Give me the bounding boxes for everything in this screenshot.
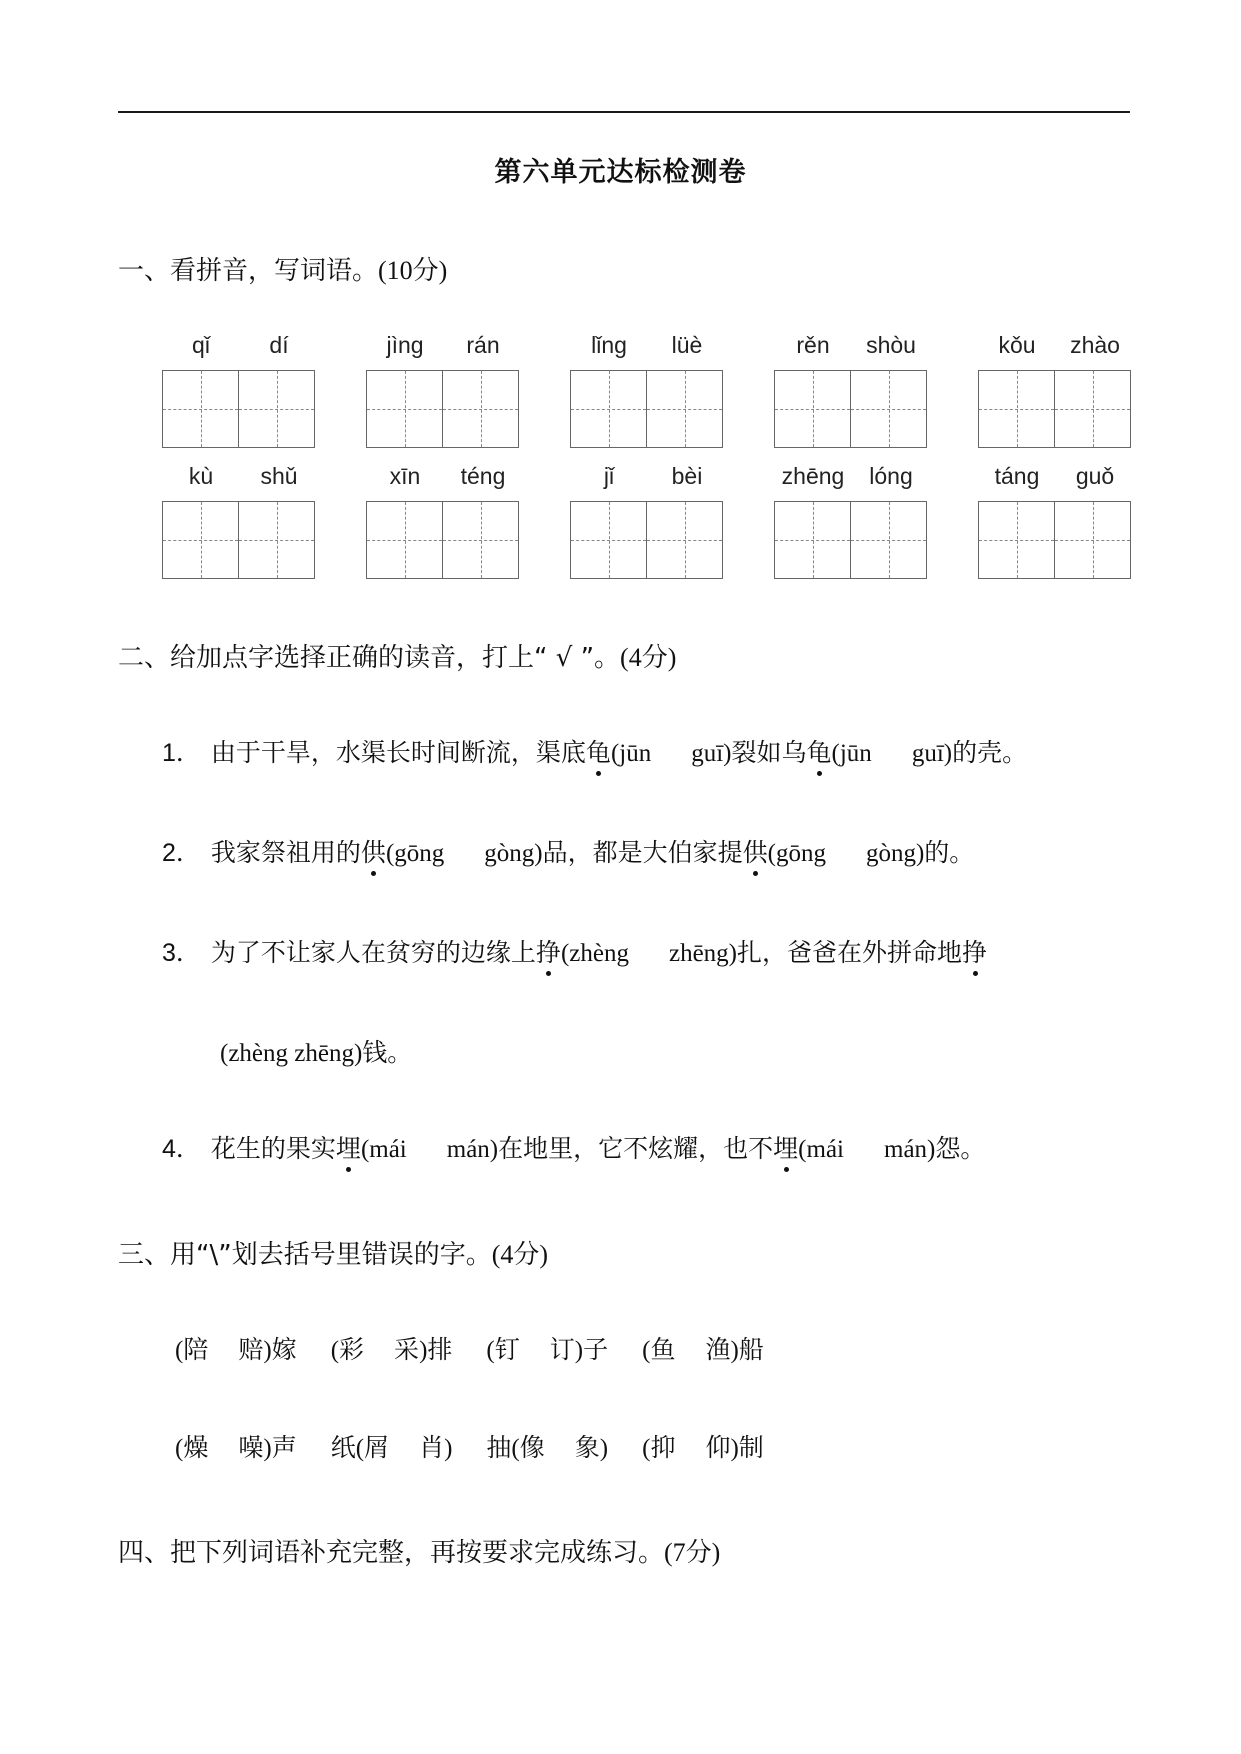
writing-grid-box[interactable]: [570, 370, 647, 448]
word-suffix: 船: [738, 1335, 764, 1364]
char-option[interactable]: 肖: [419, 1433, 445, 1462]
pinyin-label: lóng: [869, 463, 913, 489]
writing-grid-box[interactable]: [570, 501, 647, 579]
question-2-3: [162, 933, 987, 969]
close-paren: ): [730, 1435, 739, 1462]
pinyin-label: bèi: [671, 463, 703, 489]
section2-heading: [118, 637, 676, 674]
pinyin-option[interactable]: (mái: [360, 1136, 407, 1163]
question-text: 花生的果实: [210, 1134, 336, 1163]
word-choice-item: [642, 1433, 764, 1462]
writing-grid-box[interactable]: [366, 370, 443, 448]
pinyin-word-group: [366, 330, 522, 448]
pinyin-option[interactable]: (zhèng zhēng): [220, 1040, 363, 1067]
pinyin-word-group: [774, 461, 930, 579]
close-paren: ): [599, 1435, 609, 1462]
pinyin-label: jǐ: [603, 463, 615, 489]
char-option[interactable]: 抑: [650, 1433, 676, 1462]
word-choice-item: [331, 1433, 453, 1462]
word-choice-item: [175, 1335, 297, 1364]
pinyin-option[interactable]: guī): [911, 740, 953, 767]
close-paren: ): [444, 1435, 453, 1462]
writing-grid-box[interactable]: [162, 501, 239, 579]
open-paren: (: [642, 1337, 651, 1364]
char-option[interactable]: 燥: [183, 1433, 209, 1462]
pinyin-label: táng: [994, 463, 1040, 489]
question-text: 裂如乌: [731, 738, 807, 767]
close-paren: ): [263, 1337, 272, 1364]
pinyin-label: dí: [269, 332, 289, 358]
pinyin-option[interactable]: mán): [884, 1136, 936, 1163]
word-choice-item: [642, 1335, 764, 1364]
char-option[interactable]: 仰: [705, 1433, 731, 1462]
close-paren: ): [574, 1337, 584, 1364]
pinyin-label: xīn: [389, 463, 421, 489]
writing-grid-box[interactable]: [978, 370, 1055, 448]
pinyin-word-group: [978, 330, 1134, 448]
section1-heading-text: 一、看拼音，写词语。: [118, 256, 379, 286]
pinyin-option[interactable]: (mái: [798, 1136, 844, 1163]
section2-heading-text: 二、给加点字选择正确的读音，打上“ √ ”。: [118, 643, 621, 673]
word-choice-item: [486, 1433, 608, 1462]
writing-grid-box[interactable]: [239, 370, 315, 448]
writing-grid-box[interactable]: [647, 501, 723, 579]
char-option[interactable]: 赔: [238, 1335, 264, 1364]
writing-grid-box[interactable]: [851, 370, 927, 448]
writing-grid-box[interactable]: [774, 501, 851, 579]
pinyin-label: shòu: [866, 332, 916, 358]
question-text: 的壳。: [952, 738, 1028, 767]
dotted-char: 供: [360, 838, 386, 867]
section3-heading: [118, 1234, 548, 1271]
char-option[interactable]: 屑: [364, 1433, 390, 1462]
pinyin-label: rěn: [796, 332, 830, 358]
question-number: 2．: [162, 839, 201, 867]
open-paren: (: [511, 1435, 520, 1462]
dotted-char: 埋: [773, 1134, 799, 1163]
word-choice-item: [331, 1335, 453, 1364]
word-choice-row-1: [175, 1330, 798, 1366]
close-paren: ): [263, 1435, 272, 1462]
pinyin-label: lǐng: [591, 332, 627, 358]
page-title: 第六单元达标检测卷: [494, 157, 747, 188]
pinyin-word-group: [366, 461, 522, 579]
writing-grid-box[interactable]: [1055, 501, 1131, 579]
section4-heading-text: 四、把下列词语补充完整，再按要求完成练习。: [118, 1538, 665, 1568]
dotted-char: 埋: [335, 1134, 361, 1163]
char-option[interactable]: 鱼: [650, 1335, 676, 1364]
open-paren: (: [642, 1435, 651, 1462]
word-choice-item: [486, 1335, 608, 1364]
pinyin-option[interactable]: (jūn: [610, 740, 652, 767]
open-paren: (: [175, 1337, 184, 1364]
char-option[interactable]: 陪: [183, 1335, 209, 1364]
pinyin-word-group: [570, 330, 726, 448]
writing-grid-box[interactable]: [239, 501, 315, 579]
question-text: 钱。: [362, 1038, 413, 1067]
word-suffix: 声: [271, 1433, 297, 1462]
pinyin-word-group: [774, 330, 930, 448]
word-suffix: 嫁: [271, 1335, 297, 1364]
close-paren: ): [419, 1337, 428, 1364]
writing-grid-box[interactable]: [851, 501, 927, 579]
char-option[interactable]: 彩: [339, 1335, 365, 1364]
open-paren: (: [175, 1435, 184, 1462]
word-suffix: 制: [738, 1433, 764, 1462]
pinyin-label: guǒ: [1075, 463, 1115, 489]
dotted-char: 挣: [535, 938, 561, 967]
char-option[interactable]: 噪: [238, 1433, 264, 1462]
pinyin-label: zhào: [1070, 332, 1120, 358]
writing-grid-box[interactable]: [366, 501, 443, 579]
word-prefix: 抽: [486, 1433, 512, 1462]
section2-points: (4分): [620, 643, 677, 672]
writing-grid-box[interactable]: [978, 501, 1055, 579]
section1-heading: [118, 250, 447, 287]
pinyin-option[interactable]: (gōng: [385, 840, 445, 867]
word-choice-item: [175, 1433, 297, 1462]
dotted-char: 供: [742, 838, 768, 867]
question-number: 4．: [162, 1135, 201, 1163]
dotted-char: 龟: [806, 738, 832, 767]
section3-heading-text: 三、用“\”划去括号里错误的字。: [118, 1240, 492, 1270]
pinyin-option[interactable]: (gōng: [767, 840, 826, 867]
word-suffix: 排: [427, 1335, 453, 1364]
word-choice-row-2: [175, 1428, 798, 1464]
writing-grid-box[interactable]: [1055, 370, 1131, 448]
open-paren: (: [330, 1337, 340, 1364]
pinyin-label: lüè: [671, 332, 703, 358]
close-paren: ): [730, 1337, 739, 1364]
question-text: 品，都是大伯家提: [542, 838, 743, 867]
pinyin-word-group: [570, 461, 726, 579]
word-suffix: 子: [583, 1335, 609, 1364]
pinyin-label: zhēng: [781, 463, 845, 489]
section1-points: (10分): [378, 256, 448, 285]
question-text: 我家祭祖用的: [210, 838, 361, 867]
pinyin-label: kù: [188, 463, 214, 489]
section4-heading: [118, 1532, 720, 1569]
question-text: 在地里，它不炫耀，也不: [498, 1134, 774, 1163]
question-number: 1．: [162, 739, 201, 767]
pinyin-label: jìng: [386, 332, 424, 358]
pinyin-word-group: [162, 330, 318, 448]
pinyin-label: rán: [466, 332, 500, 358]
pinyin-option[interactable]: (zhèng: [560, 940, 629, 967]
char-option[interactable]: 采: [394, 1335, 420, 1364]
pinyin-option[interactable]: gòng): [484, 840, 543, 867]
section3-points: (4分): [491, 1240, 549, 1269]
question-2-2: [162, 833, 974, 869]
writing-grid-box[interactable]: [162, 370, 239, 448]
dotted-char: 挣: [962, 938, 988, 967]
word-prefix: 纸: [330, 1433, 356, 1462]
question-number: 3．: [162, 939, 201, 967]
pinyin-label: téng: [460, 463, 506, 489]
writing-grid-box[interactable]: [443, 370, 519, 448]
section4-points: (7分): [664, 1538, 721, 1567]
pinyin-label: qǐ: [192, 332, 210, 358]
question-2-3-continued: [220, 1033, 412, 1069]
pinyin-word-group: [162, 461, 318, 579]
question-text: 为了不让家人在贫穷的边缘上: [210, 938, 536, 967]
question-text: 由于干旱，水渠长时间断流，渠底: [210, 738, 586, 767]
question-text: 的。: [924, 838, 975, 867]
dotted-char: 龟: [585, 738, 611, 767]
writing-grid-box[interactable]: [774, 370, 851, 448]
header-rule: [118, 111, 1130, 113]
pinyin-option[interactable]: (jūn: [831, 740, 872, 767]
char-option[interactable]: 订: [549, 1335, 575, 1364]
question-text: 怨。: [935, 1134, 986, 1163]
writing-grid-box[interactable]: [443, 501, 519, 579]
pinyin-option[interactable]: gòng): [865, 840, 925, 867]
question-2-4: [162, 1129, 985, 1165]
pinyin-option[interactable]: guī): [691, 740, 732, 767]
open-paren: (: [486, 1337, 495, 1364]
char-option[interactable]: 渔: [705, 1335, 731, 1364]
pinyin-label: shǔ: [260, 463, 298, 489]
pinyin-option[interactable]: zhēng): [668, 940, 737, 967]
pinyin-word-group: [978, 461, 1134, 579]
pinyin-label: kǒu: [998, 332, 1036, 358]
writing-grid-box[interactable]: [647, 370, 723, 448]
char-option[interactable]: 钉: [494, 1335, 520, 1364]
question-2-1: [162, 733, 1027, 769]
char-option[interactable]: 象: [574, 1433, 600, 1462]
question-text: 扎，爸爸在外拼命地: [737, 938, 963, 967]
open-paren: (: [355, 1435, 365, 1462]
char-option[interactable]: 像: [519, 1433, 545, 1462]
pinyin-option[interactable]: mán): [446, 1136, 499, 1163]
